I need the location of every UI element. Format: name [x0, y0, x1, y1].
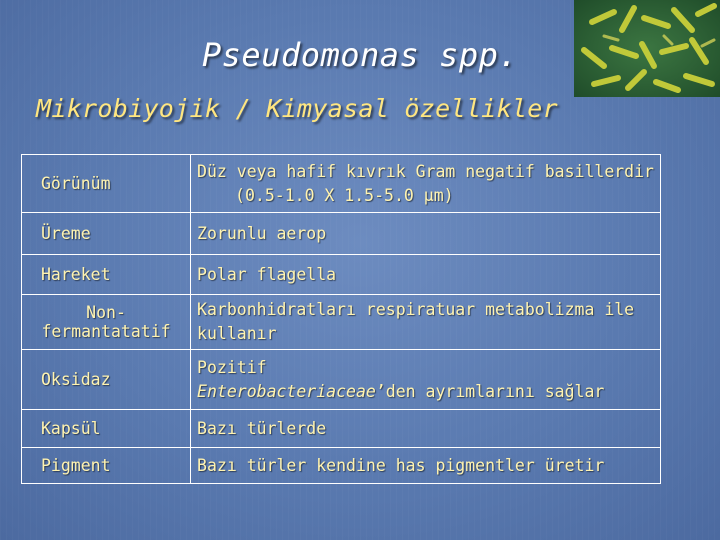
value-line: [197, 380, 654, 404]
value-line: kullanır: [197, 324, 277, 343]
table-row: [22, 448, 661, 484]
slide-subtitle: Mikrobiyojik / Kimyasal özellikler: [36, 94, 558, 123]
row-value: [191, 295, 661, 350]
table-row: [22, 213, 661, 255]
row-value: [191, 155, 661, 213]
row-key: Oksidaz: [22, 350, 191, 410]
table-row: [22, 255, 661, 295]
key-line: Non-: [86, 303, 126, 322]
row-value: [191, 410, 661, 448]
value-line: Zorunlu aerop: [197, 223, 327, 243]
row-key: Kapsül: [22, 410, 191, 448]
table-row: [22, 350, 661, 410]
value-line: Bazı türlerde: [197, 418, 327, 438]
row-key: Görünüm: [22, 155, 191, 213]
value-line: Pozitif: [197, 357, 267, 377]
table-row: [22, 295, 661, 350]
row-key: [22, 295, 191, 350]
slide-title: Pseudomonas spp.: [201, 36, 519, 74]
value-line: Polar flagella: [197, 264, 337, 284]
row-key: Pigment: [22, 448, 191, 484]
row-value: [191, 255, 661, 295]
row-key: Hareket: [22, 255, 191, 295]
value-line: Bazı türler kendine has pigmentler üretir: [197, 455, 605, 475]
table-row: [22, 410, 661, 448]
bacteria-micrograph-icon: [574, 0, 720, 97]
italic-taxon: Enterobacteriaceae: [197, 381, 376, 401]
row-key: Üreme: [22, 213, 191, 255]
properties-table: [21, 154, 661, 484]
row-value: [191, 448, 661, 484]
value-line: Düz veya hafif kıvrık Gram negatif basillerdir: [197, 161, 654, 181]
row-value: [191, 213, 661, 255]
row-value: [191, 350, 661, 410]
value-line: Karbonhidratları respiratuar metabolizma ile: [197, 300, 635, 319]
table-row: [22, 155, 661, 213]
key-line: fermantatatif: [41, 322, 171, 341]
value-rest: ’den ayrımlarını sağlar: [375, 381, 605, 401]
value-line: (0.5-1.0 X 1.5-5.0 µm): [235, 185, 454, 205]
